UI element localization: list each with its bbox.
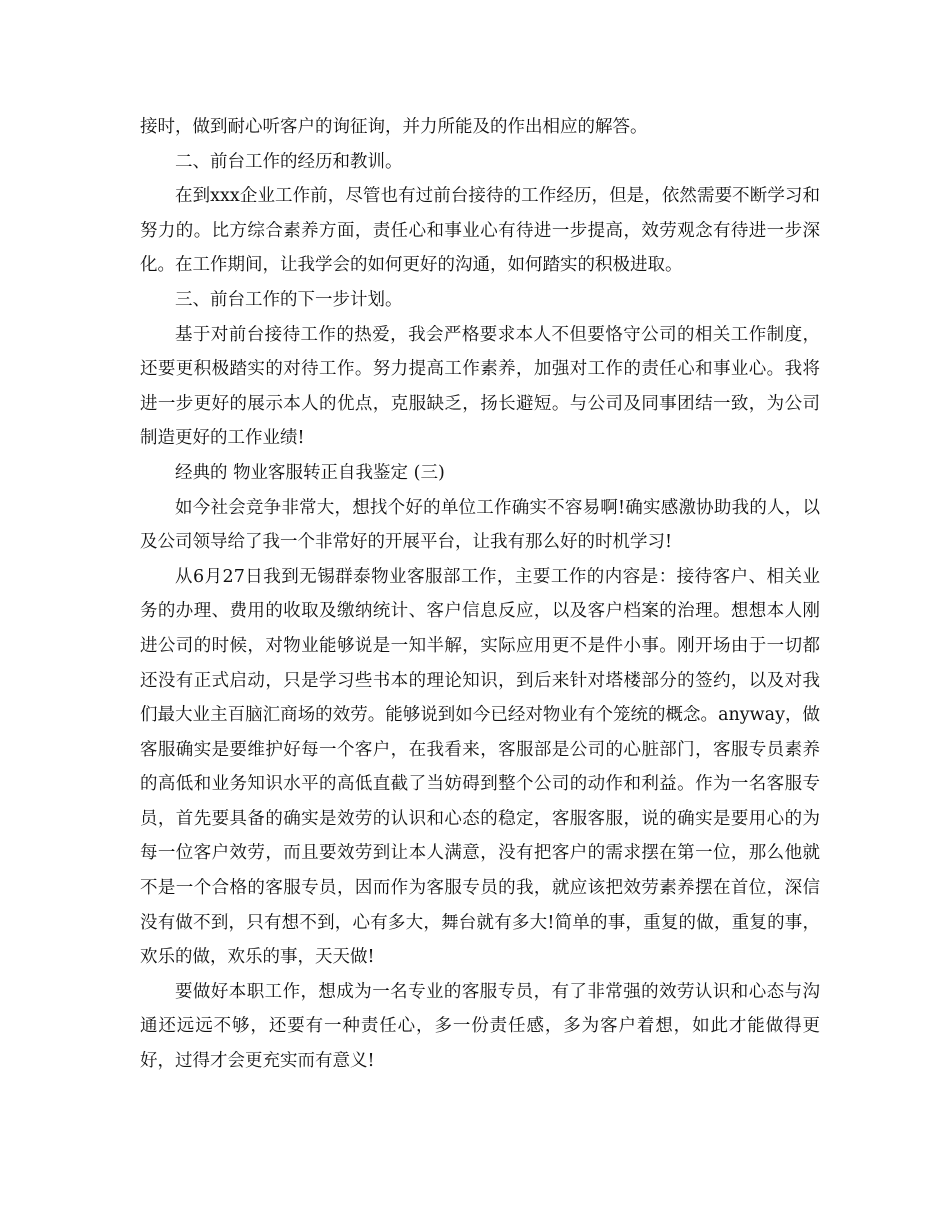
article-title: 经典的 物业客服转正自我鉴定 (三) [175, 462, 445, 483]
document-page [140, 110, 820, 1079]
paragraph-intro: 如今社会竞争非常大，想找个好的单位工作确实不容易啊!确实感激协助我的人，以及公司领导给了我一个非常好的开展平台，让我有那么好的时机学习! [140, 497, 820, 553]
paragraph-conclusion: 要做好本职工作，想成为一名专业的客服专员，有了非常强的效劳认识和心态与沟通还远远不够，还要有一种责任心，多一份责任感，多为客户着想，如此才能做得更好，过得才会更充实而有意义! [140, 981, 820, 1072]
paragraph-work-content: 从6月27日我到无锡群泰物业客服部工作，主要工作的内容是：接待客户、相关业务的办理、费用的收取及缴纳统计、客户信息反应，以及客户档案的治理。想想本人刚进公司的时候，对物业能够说是一知半解，实际应用更不是件小事。刚开场由于一切都还没有正式启动，只是学习些书本的理论知识，到后来针对塔楼部分的签约，以及对我们最大业主百脑汇商场的效劳。能够说到如今已经对物业有个笼统的概念。anyway，做客服确实是要维护好每一个客户，在我看来，客服部是公司的心脏部门，客服专员素养的高低和业务知识水平的高低直截了当妨碍到整个公司的动作和利益。作为一名客服专员，首先要具备的确实是效劳的认识和心态的稳定，客服客服，说的确实是要用心的为每一位客户效劳，而且要效劳到让本人满意，没有把客户的需求摆在第一位，那么他就不是一个合格的客服专员，因而作为客服专员的我，就应该把效劳素养摆在首位，深信没有做不到，只有想不到，心有多大，舞台就有多大!简单的事，重复的做，重复的事，欢乐的做，欢乐的事，天天做! [140, 566, 820, 968]
paragraph-experience: 在到xxx企业工作前，尽管也有过前台接待的工作经历，但是，依然需要不断学习和努力的。比方综合素养方面，责任心和事业心有待进一步提高，效劳观念有待进一步深化。在工作期间，让我学会的如何更好的沟通，如何踏实的积极进取。 [140, 186, 820, 276]
paragraph-continuation: 接时，做到耐心听客户的询征询，并力所能及的作出相应的解答。 [140, 117, 648, 137]
section-heading-3: 三、前台工作的下一步计划。 [175, 289, 403, 310]
paragraph-plan: 基于对前台接待工作的热爱，我会严格要求本人不但要恪守公司的相关工作制度，还要更积极踏实的对待工作。努力提高工作素养，加强对工作的责任心和事业心。我将进一步更好的展示本人的优点，克服缺乏，扬长避短。与公司及同事团结一致，为公司制造更好的工作业绩! [140, 324, 820, 449]
section-heading-2: 二、前台工作的经历和教训。 [175, 151, 403, 172]
